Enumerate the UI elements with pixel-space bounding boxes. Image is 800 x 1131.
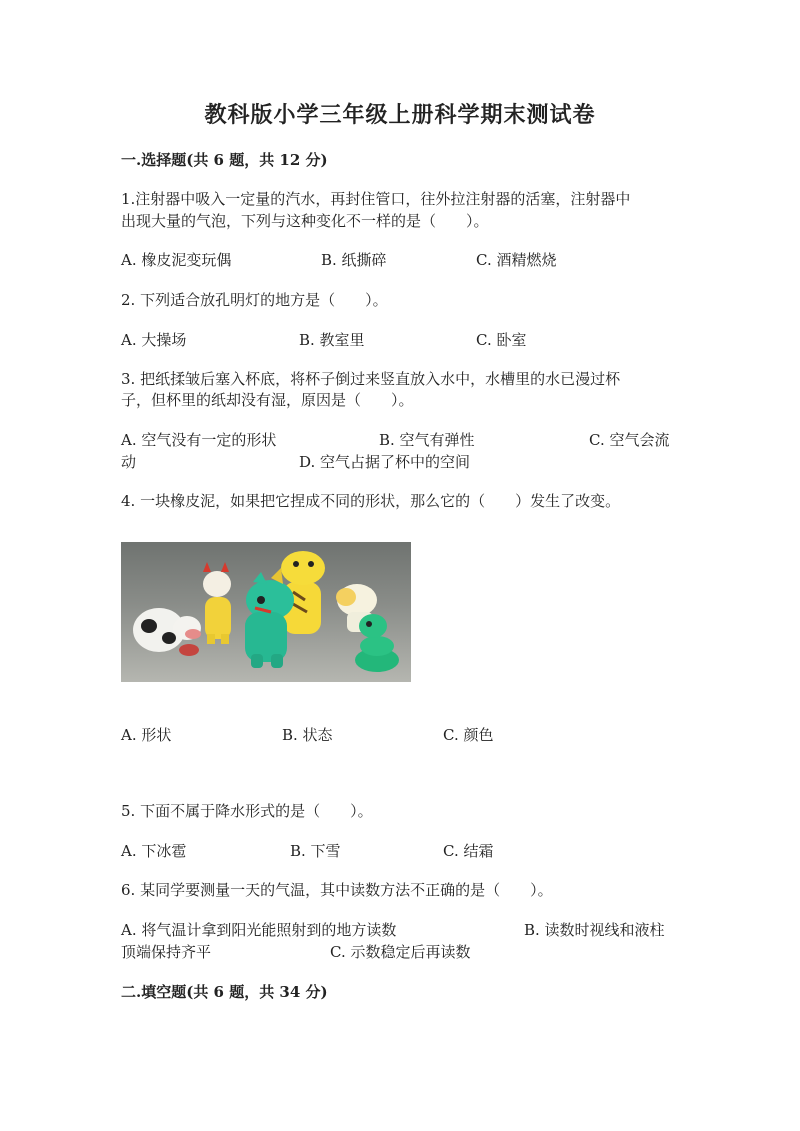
- question-3-option-b: B. 空气有弹性: [379, 431, 475, 449]
- question-4-option-c: C. 颜色: [443, 726, 494, 744]
- question-3-option-a: A. 空气没有一定的形状: [121, 431, 277, 449]
- section-heading-fill-blank: 二.填空题(共 6 题，共 34 分): [121, 983, 328, 1001]
- question-3-option-c-continued: 动: [121, 453, 137, 471]
- question-5-option-c: C. 结霜: [443, 842, 494, 860]
- clay-toys-photo-icon: [121, 542, 411, 682]
- question-3-option-d: D. 空气占据了杯中的空间: [299, 453, 471, 471]
- question-6-option-b-continued: 顶端保持齐平: [121, 943, 212, 961]
- section-heading-choice: 一.选择题(共 6 题，共 12 分): [121, 151, 328, 169]
- question-2-line-1: 2. 下列适合放孔明灯的地方是（ ）。: [121, 291, 388, 309]
- question-5-option-b: B. 下雪: [290, 842, 341, 860]
- question-2-option-b: B. 教室里: [299, 331, 365, 349]
- question-5-option-a: A. 下冰雹: [121, 842, 187, 860]
- question-1-line-2: 出现大量的气泡，下列与这种变化不一样的是（ ）。: [121, 212, 489, 230]
- question-4-option-b: B. 状态: [282, 726, 333, 744]
- question-3-line-2: 子，但杯里的纸却没有湿，原因是（ ）。: [121, 391, 414, 409]
- question-4-line-1: 4. 一块橡皮泥，如果把它捏成不同的形状，那么它的（ ）发生了改变。: [121, 492, 621, 510]
- question-3-option-c: C. 空气会流: [589, 431, 670, 449]
- question-1-option-b: B. 纸撕碎: [321, 251, 387, 269]
- question-6-option-c: C. 示数稳定后再读数: [330, 943, 471, 961]
- question-6-line-1: 6. 某同学要测量一天的气温，其中读数方法不正确的是（ ）。: [121, 881, 553, 899]
- question-3-line-1: 3. 把纸揉皱后塞入杯底，将杯子倒过来竖直放入水中，水槽里的水已漫过杯: [121, 370, 621, 388]
- question-2-option-a: A. 大操场: [121, 331, 187, 349]
- question-1-option-c: C. 酒精燃烧: [476, 251, 557, 269]
- question-5-line-1: 5. 下面不属于降水形式的是（ ）。: [121, 802, 373, 820]
- question-1-option-a: A. 橡皮泥变玩偶: [121, 251, 232, 269]
- question-4-option-a: A. 形状: [121, 726, 172, 744]
- question-1-line-1: 1.注射器中吸入一定量的汽水，再封住管口，往外拉注射器的活塞，注射器中: [121, 190, 631, 208]
- question-6-option-b: B. 读数时视线和液柱: [524, 921, 665, 939]
- page-title: 教科版小学三年级上册科学期末测试卷: [204, 102, 596, 128]
- question-2-option-c: C. 卧室: [476, 331, 527, 349]
- question-6-option-a: A. 将气温计拿到阳光能照射到的地方读数: [121, 921, 397, 939]
